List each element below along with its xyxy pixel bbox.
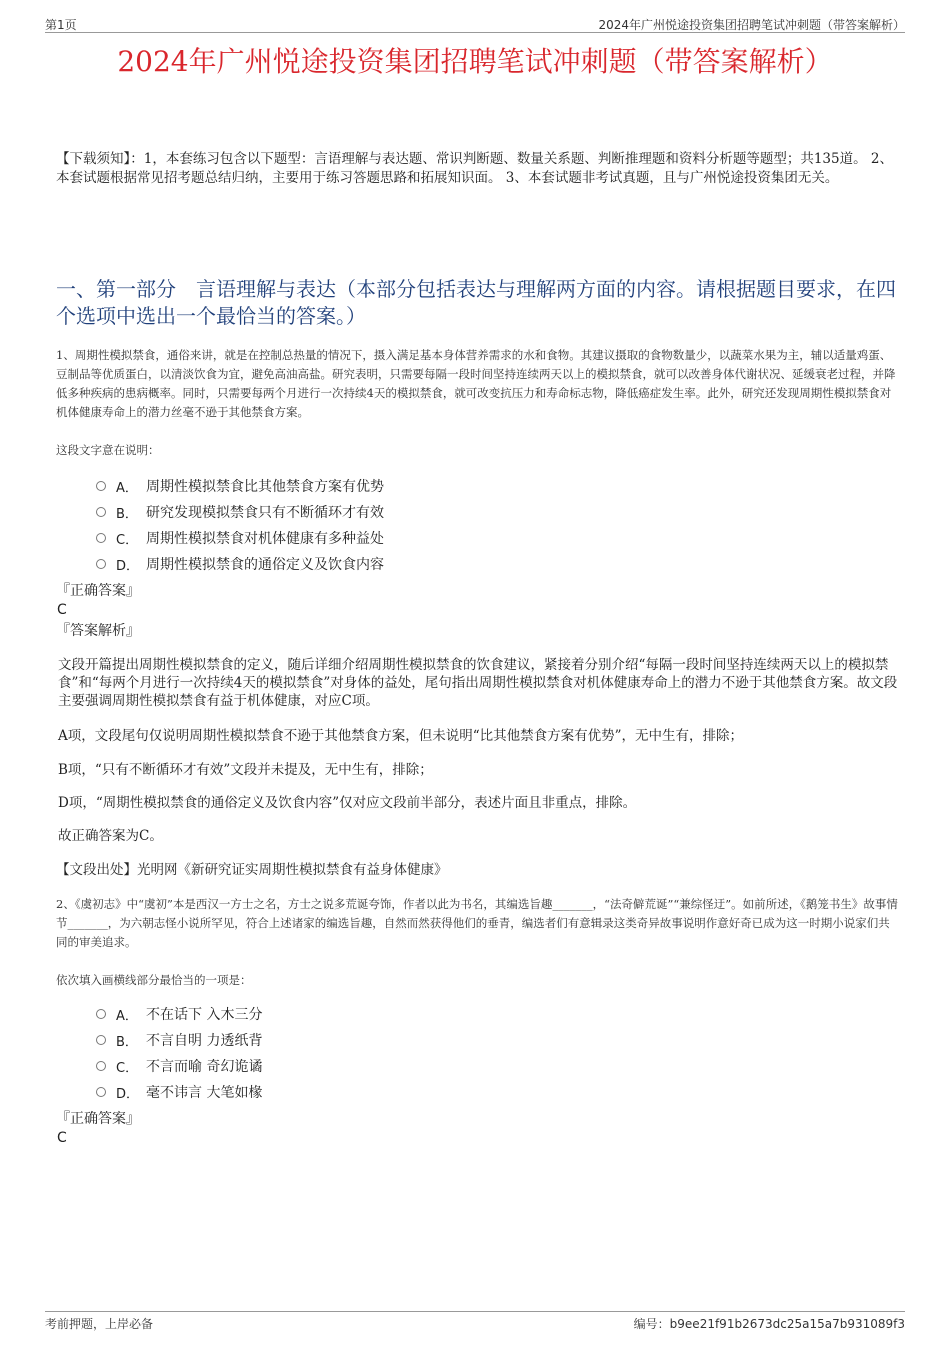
question-2-option-c[interactable]: C． 不言而喻 奇幻诡谲 <box>96 1053 900 1079</box>
question-1-stem: 1、周期性模拟禁食，通俗来讲，就是在控制总热量的情况下，摄入满足基本身体营养需求的水和食物。其建议摄取的食物数量少，以蔬菜水果为主，辅以适量鸡蛋、豆制品等优质蛋白，以清淡饮食为宜，避免高油高盐。研究表明，只需要每隔一段时间坚持连续两天以上的模拟禁食，就可以改善身体代谢状况、延缓衰老过程，并降低多种疾病的患病概率。同时，只需要每两个月进行一次持续4天的模拟禁食，就可改变抗压力和寿命标志物，降低癌症发生率。此外，研究还发现周期性模拟禁食对机体健康寿命上的潜力丝毫不逊于其他禁食方案。 <box>56 348 896 419</box>
question-1-option-d[interactable]: D． 周期性模拟禁食的通俗定义及饮食内容 <box>96 551 900 577</box>
question-1-option-c[interactable]: C． 周期性模拟禁食对机体健康有多种益处 <box>96 525 900 551</box>
analysis-paragraph: B项，“只有不断循环才有效”文段并未提及，无中生有，排除； <box>58 762 433 778</box>
document-title: 2024年广州悦途投资集团招聘笔试冲刺题（带答案解析） <box>117 45 833 78</box>
footer-code: 编号：b9ee21f91b2673dc25a15a7b931089f3 <box>633 1317 905 1331</box>
analysis-paragraph: A项，文段尾句仅说明周期性模拟禁食不逊于其他禁食方案，但未说明“比其他禁食方案有优势”，无中生有，排除； <box>58 728 744 744</box>
question-2-stem: 2、《虞初志》中“虞初”本是西汉一方士之名，方士之说多荒诞夸饰，作者以此为书名，其编选旨趣_______，“法奇僻荒诞”“兼综怪迂”。如前所述，《鹅笼书生》故事情节_______，为六朝志怪小说所罕见，符合上述诸家的编选旨趣，自然而然获得他们的垂青，编选者们有意辑录这类奇异故事说明作意好奇已成为这一时期小说家们共同的审美追求。 <box>56 897 898 949</box>
question-1-answer-label: 『正确答案』 <box>56 583 140 599</box>
question-2-options <box>96 1001 900 1105</box>
radio-icon[interactable] <box>96 1035 106 1045</box>
radio-icon[interactable] <box>96 1087 106 1097</box>
question-1-analysis-label: 『答案解析』 <box>56 623 140 639</box>
header-doc-title: 2024年广州悦途投资集团招聘笔试冲刺题（带答案解析） <box>598 18 905 32</box>
question-2-ask: 依次填入画横线部分最恰当的一项是： <box>56 973 252 987</box>
footer-slogan: 考前押题，上岸必备 <box>45 1317 154 1331</box>
question-1-options <box>96 473 900 577</box>
radio-icon[interactable] <box>96 507 106 517</box>
question-2-option-b[interactable]: B． 不言自明 力透纸背 <box>96 1027 900 1053</box>
radio-icon[interactable] <box>96 1009 106 1019</box>
radio-icon[interactable] <box>96 533 106 543</box>
question-2-answer-label: 『正确答案』 <box>56 1111 140 1127</box>
question-1-option-a[interactable]: A． 周期性模拟禁食比其他禁食方案有优势 <box>96 473 900 499</box>
radio-icon[interactable] <box>96 1061 106 1071</box>
analysis-source: 【文段出处】光明网《新研究证实周期性模拟禁食有益身体健康》 <box>56 862 448 878</box>
question-1-ask: 这段文字意在说明： <box>56 443 160 457</box>
analysis-paragraph: 文段开篇提出周期性模拟禁食的定义，随后详细介绍周期性模拟禁食的饮食建议，紧接着分别介绍“每隔一段时间坚持连续两天以上的模拟禁食”和“每两个月进行一次持续4天的模拟禁食”对身体的益处，尾句指出周期性模拟禁食对机体健康寿命上的潜力不逊于其他禁食方案。故文段主要强调周期性模拟禁食有益于机体健康，对应C项。 <box>58 657 898 709</box>
question-2-answer: C <box>57 1130 67 1146</box>
question-2-option-a[interactable]: A． 不在话下 入木三分 <box>96 1001 900 1027</box>
analysis-paragraph: 故正确答案为C。 <box>58 828 163 844</box>
radio-icon[interactable] <box>96 559 106 569</box>
download-notice: 【下载须知】：1，本套练习包含以下题型：言语理解与表达题、常识判断题、数量关系题、判断推理题和资料分析题等题型；共135道。 2、本套试题根据常见招考题总结归纳，主要用于练习答题思路和拓展知识面。 3、本套试题非考试真题，且与广州悦途投资集团无关。 <box>56 151 893 186</box>
radio-icon[interactable] <box>96 481 106 491</box>
question-2-option-d[interactable]: D． 毫不讳言 大笔如椽 <box>96 1079 900 1105</box>
section-heading: 一、第一部分 言语理解与表达（本部分包括表达与理解两方面的内容。请根据题目要求，在四个选项中选出一个最恰当的答案。） <box>56 277 896 328</box>
page-header <box>45 14 905 33</box>
question-1-option-b[interactable]: B． 研究发现模拟禁食只有不断循环才有效 <box>96 499 900 525</box>
analysis-paragraph: D项，“周期性模拟禁食的通俗定义及饮食内容”仅对应文段前半部分，表述片面且非重点，排除。 <box>58 795 637 811</box>
question-1-answer: C <box>57 602 67 618</box>
page-footer <box>45 1311 905 1334</box>
page-number: 第1页 <box>45 18 77 32</box>
